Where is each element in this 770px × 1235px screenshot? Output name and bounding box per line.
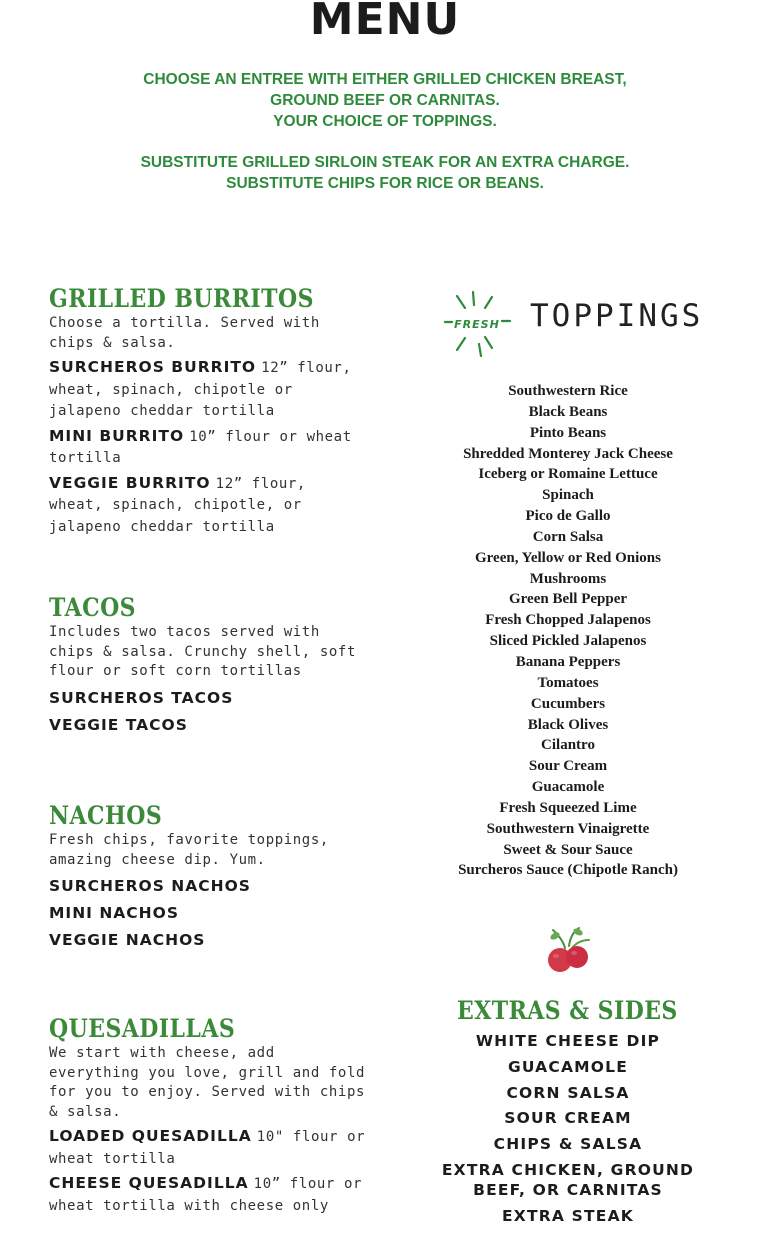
section-description: Fresh chips, favorite toppings, amazing cheese dip. Yum. [49, 832, 329, 868]
menu-item [49, 902, 369, 924]
extras-title [417, 996, 717, 1026]
item-name: VEGGIE BURRITO [49, 473, 211, 492]
item-name: SURCHEROS TACOS [49, 688, 234, 707]
item-name: SURCHEROS NACHOS [49, 877, 251, 895]
menu-item [49, 426, 369, 469]
topping-item: Pico de Gallo [525, 508, 611, 525]
section-description: We start with cheese, add everything you love, grill and fold for you to enjoy. Served with chips & salsa. [49, 1045, 366, 1120]
menu-item [49, 473, 369, 538]
substitute-line: SUBSTITUTE CHIPS FOR RICE OR BEANS. [226, 175, 544, 192]
extra-item: SOUR CREAM [504, 1109, 632, 1128]
item-detail: 12” flour, wheat, spinach, chipotle, or jalapeno cheddar tortilla [49, 475, 306, 535]
item-name: MINI BURRITO [49, 426, 185, 445]
tacos-section [49, 593, 369, 736]
extra-item: WHITE CHEESE DIP [475, 1032, 661, 1050]
section-description: Choose a tortilla. Served with chips & salsa. [49, 315, 320, 351]
extra-item: EXTRA CHICKEN, GROUND BEEF, OR CARNITAS [441, 1160, 695, 1199]
page-title: MENU [309, 0, 461, 45]
item-name: VEGGIE NACHOS [49, 931, 206, 949]
item-name: MINI NACHOS [49, 904, 179, 922]
topping-item: Southwestern Vinaigrette [486, 820, 650, 837]
menu-item [49, 687, 369, 709]
item-name: LOADED QUESADILLA [49, 1127, 252, 1145]
topping-item: Fresh Chopped Jalapenos [485, 612, 651, 629]
topping-item: Cilantro [541, 737, 595, 754]
extras-list [417, 1031, 719, 1232]
intro-block [0, 69, 770, 132]
extras-title-text: EXTRAS & SIDES [456, 996, 678, 1025]
radish-icon [543, 926, 595, 976]
topping-item: Green, Yellow or Red Onions [475, 549, 661, 566]
nachos-section [49, 801, 369, 951]
burritos-section [49, 284, 369, 537]
topping-item: Spinach [542, 487, 594, 504]
section-description: Includes two tacos served with chips & salsa. Crunchy shell, soft flour or soft corn tortillas [49, 624, 356, 679]
extra-item: CHIPS & SALSA [493, 1135, 643, 1154]
extra-item: GUACAMOLE [507, 1057, 629, 1076]
topping-item: Banana Peppers [515, 653, 621, 670]
topping-item: Pinto Beans [529, 424, 607, 441]
intro-line: GROUND BEEF OR CARNITAS. [270, 92, 500, 109]
topping-item: Cucumbers [530, 695, 606, 712]
quesadillas-section [49, 1014, 369, 1216]
menu-item [49, 1126, 369, 1169]
topping-item: Tomatoes [537, 674, 599, 691]
topping-item: Iceberg or Romaine Lettuce [478, 466, 658, 483]
extra-item: CORN SALSA [506, 1083, 630, 1102]
topping-item: Southwestern Rice [508, 383, 628, 399]
menu-item [49, 929, 369, 951]
menu-item [49, 1173, 369, 1216]
topping-item: Guacamole [531, 779, 605, 796]
topping-item: Black Beans [528, 403, 608, 420]
topping-item: Sour Cream [528, 758, 608, 775]
fresh-badge-label: FRESH [454, 318, 500, 331]
item-name: VEGGIE TACOS [49, 715, 188, 734]
topping-item: Corn Salsa [532, 528, 604, 545]
menu-item [49, 875, 369, 897]
substitute-block [0, 152, 770, 194]
item-detail: 10" flour or wheat tortilla [49, 1129, 366, 1167]
item-detail: 12” flour, wheat, spinach, chipotle or jalapeno cheddar tortilla [49, 360, 352, 419]
topping-item: Sweet & Sour Sauce [503, 841, 633, 858]
topping-item: Sliced Pickled Jalapenos [489, 633, 647, 650]
intro-line: YOUR CHOICE OF TOPPINGS. [273, 113, 497, 130]
item-name: CHEESE QUESADILLA [49, 1174, 249, 1192]
topping-item: Surcheros Sauce (Chipotle Ranch) [458, 862, 678, 879]
topping-item: Mushrooms [529, 570, 607, 587]
intro-line: CHOOSE AN ENTREE WITH EITHER GRILLED CHICKEN BREAST, [143, 71, 627, 88]
item-name: SURCHEROS BURRITO [49, 358, 257, 376]
topping-item: Fresh Squeezed Lime [499, 799, 637, 816]
menu-item [49, 714, 369, 736]
section-title: GRILLED BURRITOS [49, 284, 314, 313]
menu-item [49, 357, 369, 422]
topping-item: Black Olives [527, 716, 609, 733]
section-title: NACHOS [49, 801, 163, 830]
item-detail: 10” flour or wheat tortilla with cheese only [49, 1176, 363, 1214]
topping-item: Green Bell Pepper [508, 591, 628, 608]
topping-item: Shredded Monterey Jack Cheese [463, 445, 673, 462]
substitute-line: SUBSTITUTE GRILLED SIRLOIN STEAK FOR AN EXTRA CHARGE. [140, 154, 630, 171]
toppings-title: TOPPINGS [530, 298, 704, 334]
section-title: QUESADILLAS [49, 1014, 236, 1043]
item-detail: 10” flour or wheat tortilla [49, 428, 352, 466]
fresh-burst-icon [440, 288, 514, 360]
extra-item: EXTRA STEAK [502, 1206, 634, 1225]
toppings-list [430, 381, 706, 881]
section-title: TACOS [49, 593, 137, 622]
